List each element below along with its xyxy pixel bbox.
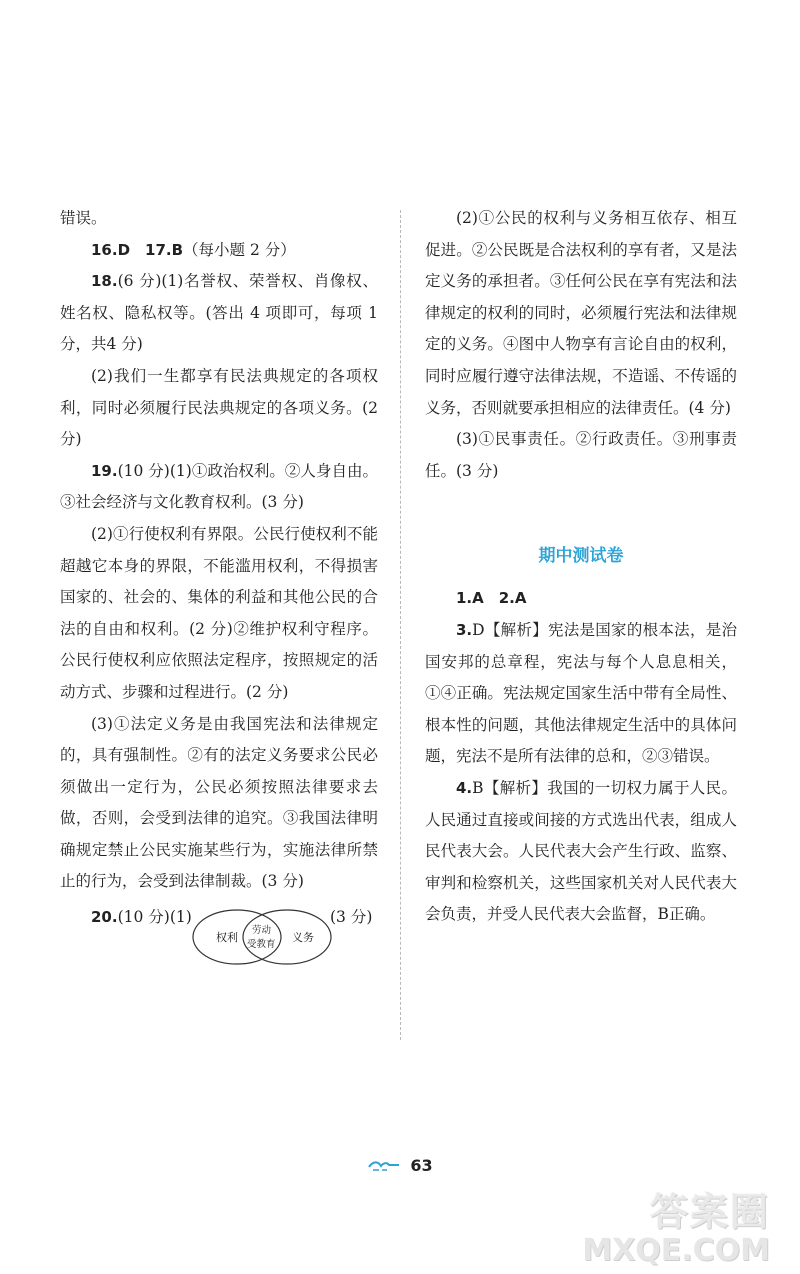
- venn-label-duties: 义务: [292, 931, 314, 945]
- question-number: 18.: [91, 272, 118, 291]
- venn-label-education: 受教育: [247, 939, 276, 951]
- question-number: 3.: [456, 620, 473, 639]
- answer-text: B【解析】我国的一切权力属于人民。人民通过直接或间接的方式选出代表，组成人民代表大会。人民代表大会产生行政、监察、审判和检察机关，这些国家机关对人民代表大会负责，并受人民代表大会监督，B正确。: [425, 778, 737, 924]
- answer-text: （每小题 2 分）: [183, 240, 296, 259]
- venn-duties-circle: [243, 910, 331, 964]
- right-column: [425, 203, 737, 931]
- watermark-logo-text: 答案圈: [649, 1190, 770, 1234]
- answer-18-2: (2)我们一生都享有民法典规定的各项权利，同时必须履行民法典规定的各项义务。(2 分): [60, 366, 378, 449]
- answer-20-label: [60, 902, 192, 934]
- venn-label-rights: 权利: [216, 931, 238, 945]
- answer-4: [425, 773, 737, 931]
- answer-text: (6 分)(1)名誉权、荣誉权、肖像权、姓名权、隐私权等。(答出 4 项即可，每项 1 分，共4 分): [60, 272, 378, 354]
- answer-16-17: [60, 235, 378, 267]
- venn-diagram: [192, 908, 332, 966]
- venn-label-labor: 劳动: [252, 925, 272, 937]
- page-number: 63: [410, 1156, 433, 1175]
- answer-text: D【解析】宪法是国家的根本法，是治国安邦的总章程，宪法与每个人息息相关，①④正确。宪法规定国家生活中带有全局性、根本性的问题，其他法律规定生活中的具体问题，宪法不是所有法律的总和，②③错误。: [425, 620, 737, 766]
- question-number: 16.D 17.B: [91, 240, 184, 259]
- answer-19-2: (2)①行使权利有界限。公民行使权利不能超越它本身的界限，不能滥用权利，不得损害国家的、社会的、集体的利益和其他公民的合法的自由和权利。(2 分)②维护权利守程序。公民行使权利应依照法定程序，按照规定的活动方式、步骤和过程进行。(2 分): [60, 524, 378, 701]
- watermark-url: MXQE.COM: [582, 1233, 770, 1268]
- site-watermark: [580, 1190, 770, 1270]
- question-number: 4.: [456, 778, 473, 797]
- answer-20-2: (2)①公民的权利与义务相互依存、相互促进。②公民既是合法权利的享有者，又是法定义务的承担者。③任何公民在享有宪法和法律规定的权利的同时，必须履行宪法和法律规定的义务。④图中人物享有言论自由的权利，同时应履行遵守法律法规，不造谣、不传谣的义务，否则就要承担相应的法律责任。(4 分): [425, 209, 737, 417]
- section-title: 期中测试卷: [538, 546, 624, 567]
- bird-logo-icon: [367, 1158, 401, 1174]
- answer-20-score: (3 分): [330, 908, 373, 927]
- answer-19-3: (3)①法定义务是由我国宪法和法律规定的，具有强制性。②有的法定义务要求公民必须做出一定行为，公民必须按照法律要求去做，否则，会受到法律的追究。③我国法律明确规定禁止公民实施某些行为，实施法律所禁止的行为，会受到法律制裁。(3 分): [60, 714, 378, 891]
- para-error-tail: 错误。: [60, 209, 107, 227]
- answer-19-1: [60, 456, 378, 519]
- question-number: 1.A 2.A: [456, 589, 527, 608]
- question-number: 20.: [91, 908, 118, 927]
- answer-text: (10 分)(1)①政治权利。②人身自由。③社会经济与文化教育权利。(3 分): [60, 461, 378, 512]
- answer-3: [425, 615, 737, 773]
- answer-20-3: (3)①民事责任。②行政责任。③刑事责任。(3 分): [425, 430, 737, 480]
- question-number: 19.: [91, 461, 118, 480]
- page-footer: [0, 1155, 800, 1185]
- answer-18-1: [60, 266, 378, 361]
- column-divider: [400, 210, 401, 1040]
- answer-20: [60, 898, 378, 970]
- left-column: [60, 203, 378, 970]
- answer-1-2: [425, 583, 737, 615]
- answer-text: (10 分)(1): [117, 908, 192, 927]
